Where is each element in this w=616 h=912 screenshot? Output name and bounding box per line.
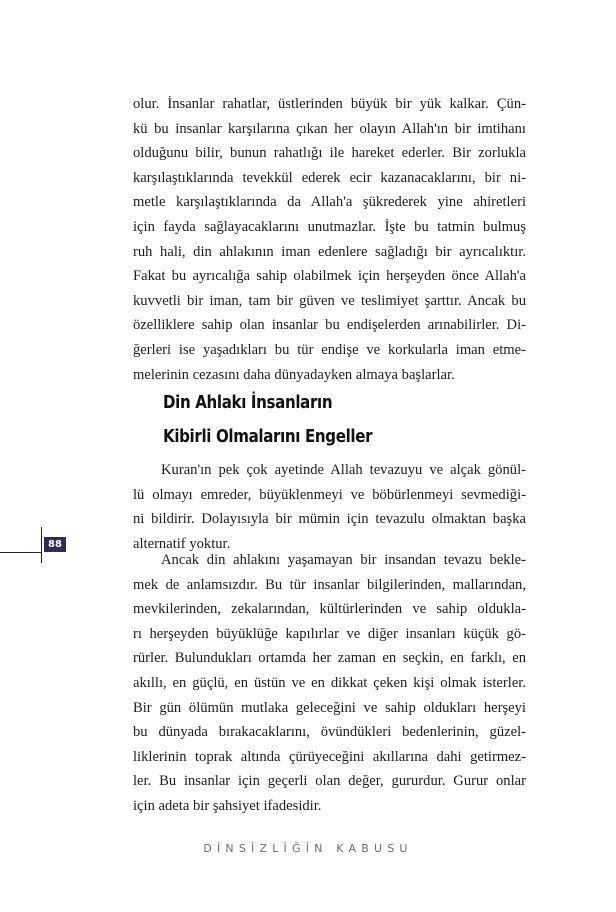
text-line: için adeta bir şahsiyet ifadesidir.	[133, 797, 322, 814]
heading-line: Din Ahlakı İnsanların	[163, 393, 333, 413]
text-line: rürler. Bulundukları ortamda her zaman en seçkin, en farklı, en	[133, 650, 526, 667]
text-line: ruh hali, din ahlakının iman edenlere sağladığı bir ayrıcalıktır.	[133, 243, 526, 260]
text-line: metle karşılaştıklarında da Allah'a şükrederek yine ahiretleri	[133, 194, 526, 211]
text-line: liklerinin toprak altında çürüyeceğini akıllarına dahi getirmez-	[133, 748, 526, 765]
text-line: alternatif yoktur.	[133, 535, 231, 552]
text-line: olur. İnsanlar rahatlar, üstlerinden büyük bir yük kalkar. Çün-	[133, 96, 526, 112]
paragraph-3	[133, 548, 526, 819]
text-line: ni bildirir. Dolayısıyla bir mümin için tevazulu olmaktan başka	[133, 511, 526, 528]
heading-line: Kibirli Olmalarını Engeller	[163, 427, 373, 447]
text-line: kü bu insanlar karşılarına çıkan her olayın Allah'ın bir imtihanı	[133, 120, 526, 137]
text-line: bu dünyada bırakacaklarını, övündükleri bedenlerinin, güzel-	[133, 724, 526, 741]
text-line: mevkilerinden, zekalarından, kültürlerinden ve sahip oldukla-	[133, 601, 526, 618]
paragraph-1	[133, 92, 526, 387]
margin-rule-vertical	[41, 527, 42, 563]
text-line: karşılaştıklarında tevekkül ederek ecir kazanacaklarını, bir ni-	[133, 169, 526, 186]
text-line: lü olmayı emreder, büyüklenmeyi ve böbürlenmeyi sevmediği-	[133, 486, 526, 503]
text-line: mek de anlamsızdır. Bu tür insanlar bilgilerinden, mallarından,	[133, 576, 526, 593]
text-line: melerinin cezasını daha dünyadayken almaya başlarlar.	[133, 366, 455, 383]
text-line: olduğunu bilir, bunun rahatlığı ile hareket ederler. Bir zorlukla	[133, 145, 526, 162]
text-line: ğerleri ise yaşadıkları bu tür endişe ve korkularla iman etme-	[133, 341, 526, 358]
text-line: rı herşeyden büyüklüğe kapılırlar ve diğer insanları küçük gö-	[133, 625, 526, 642]
page-number: 88	[44, 537, 66, 552]
text-line: Bir gün ölümün mutlaka geleceğini ve sahip oldukları herşeyi	[133, 699, 526, 716]
paragraph-2	[133, 458, 526, 556]
text-line: Ancak din ahlakını yaşamayan bir insandan tevazu bekle-	[161, 552, 526, 568]
text-line: akıllı, en güçlü, en üstün ve en dikkat çeken kişi olmak isterler.	[133, 674, 526, 691]
text-line: Kuran'ın pek çok ayetinde Allah tevazuyu ve alçak gönül-	[161, 462, 526, 478]
margin-rule-horizontal	[0, 552, 42, 553]
text-line: ler. Bu insanlar için geçerli olan değer, gururdur. Gurur onlar	[133, 773, 526, 790]
text-line: kuvvetli bir iman, tam bir güven ve teslimiyet şarttır. Ancak bu	[133, 292, 526, 309]
section-heading	[163, 386, 372, 454]
text-line: için fayda sağlayacaklarını unutmazlar. İşte bu tatmin bulmuş	[133, 218, 526, 235]
running-footer: DİNSİZLİĞİN KABUSU	[203, 842, 413, 855]
text-line: özelliklere sahip olan insanlar bu endişelerden arınabilirler. Di-	[133, 317, 526, 334]
text-line: Fakat bu ayrıcalığa sahip olabilmek için herşeyden önce Allah'a	[133, 268, 526, 285]
